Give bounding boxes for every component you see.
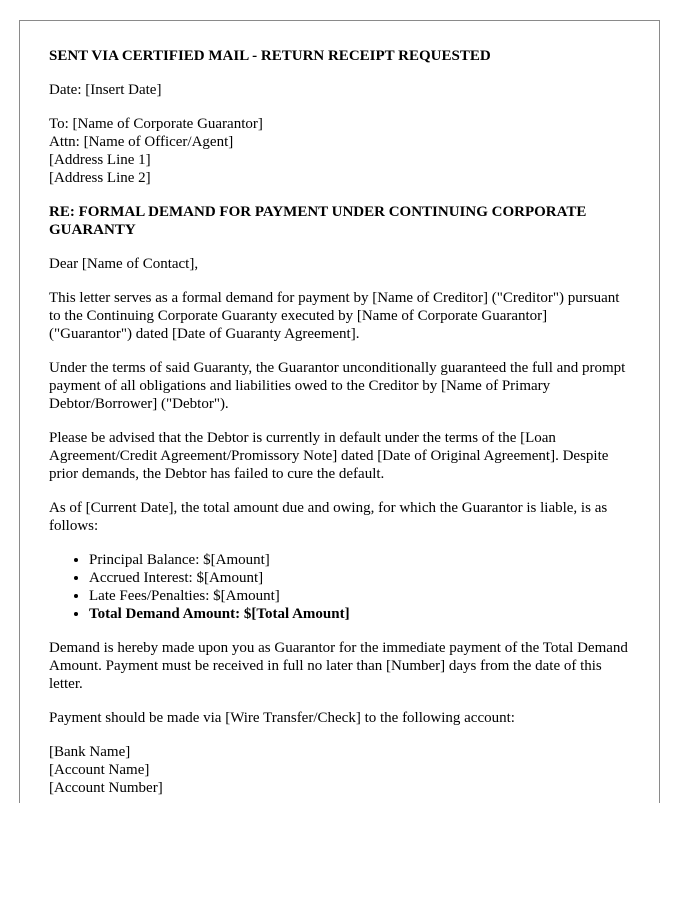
account-number: [Account Number]: [49, 780, 163, 796]
subject-line: RE: FORMAL DEMAND FOR PAYMENT UNDER CONTINUING CORPORATE GUARANTY: [49, 204, 587, 238]
amount-total: • Total Demand Amount: $[Total Amount]: [89, 605, 629, 623]
paragraph-default-notice: Please be advised that the Debtor is currently in default under the terms of the [Loan Agreement/Credit Agreement/Promissory Note] dated [Date of Original Agreement]. Despite prior demands, the Debtor has failed to cure the default.: [49, 430, 609, 482]
recipient-address-line-2: [Address Line 2]: [49, 170, 151, 186]
date-line: Date: [Insert Date]: [49, 82, 162, 98]
recipient-address-block: [49, 115, 629, 187]
account-name: [Account Name]: [49, 762, 150, 778]
amounts-list: [49, 551, 629, 623]
bank-details-block: [49, 743, 629, 797]
recipient-attn-line: Attn: [Name of Officer/Agent]: [49, 134, 234, 150]
paragraph-demand: Demand is hereby made upon you as Guarantor for the immediate payment of the Total Demand Amount. Payment must be received in full no later than [Number] days from the date of this letter.: [49, 640, 628, 692]
amount-interest: • Accrued Interest: $[Amount]: [89, 569, 629, 587]
paragraph-creditor-demand: This letter serves as a formal demand for payment by [Name of Creditor] ("Creditor") pursuant to the Continuing Corporate Guaranty executed by [Name of Corporate Guarantor] ("Guarantor") dated [Date of Guaranty Agreement].: [49, 290, 620, 342]
bank-name: [Bank Name]: [49, 744, 131, 760]
recipient-to-line: To: [Name of Corporate Guarantor]: [49, 116, 263, 132]
amount-late-fees: • Late Fees/Penalties: $[Amount]: [89, 587, 629, 605]
paragraph-payment-instruction: Payment should be made via [Wire Transfer/Check] to the following account:: [49, 710, 515, 726]
paragraph-amount-intro: As of [Current Date], the total amount due and owing, for which the Guarantor is liable, is as follows:: [49, 500, 608, 534]
paragraph-guaranty-terms: Under the terms of said Guaranty, the Guarantor unconditionally guaranteed the full and prompt payment of all obligations and liabilities owed to the Creditor by [Name of Primary Debtor/Borrower] ("Debtor").: [49, 360, 626, 412]
amount-principal: • Principal Balance: $[Amount]: [89, 551, 629, 569]
salutation: Dear [Name of Contact],: [49, 256, 199, 272]
delivery-notice: SENT VIA CERTIFIED MAIL - RETURN RECEIPT REQUESTED: [49, 48, 491, 64]
recipient-address-line-1: [Address Line 1]: [49, 152, 151, 168]
demand-letter: [19, 20, 660, 803]
